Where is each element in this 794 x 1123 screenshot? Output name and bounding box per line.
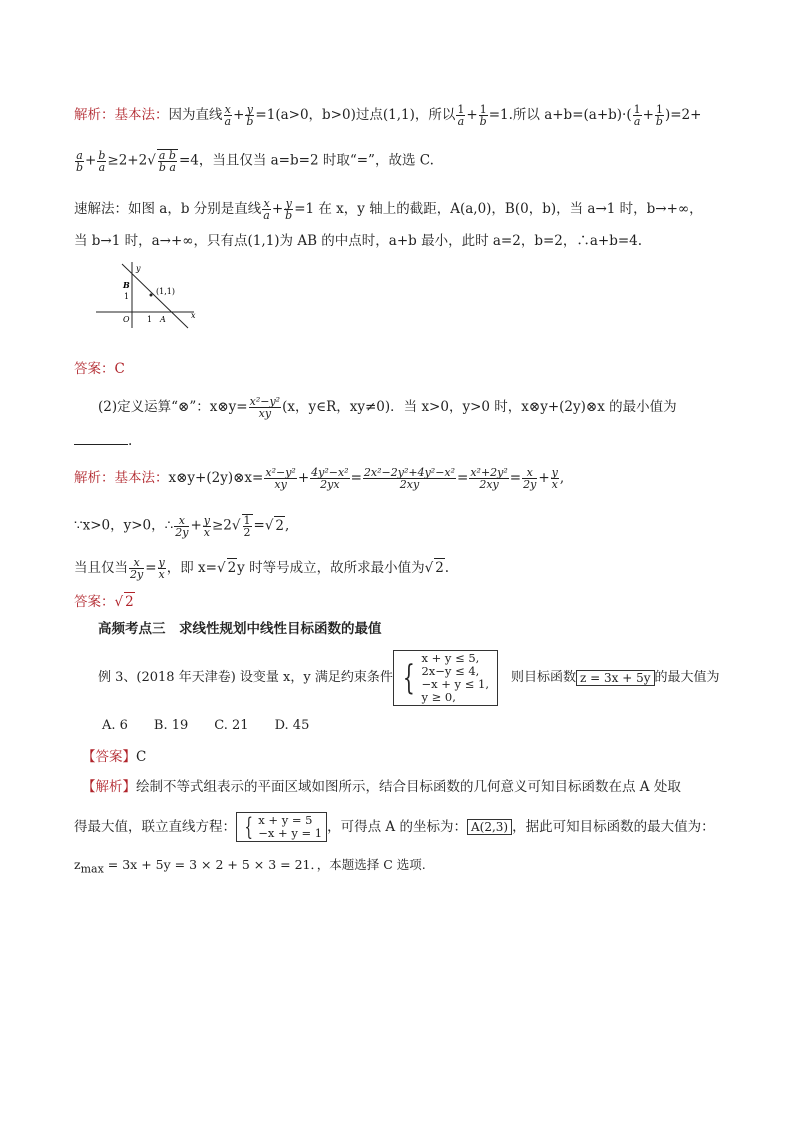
sqrt-sign: √	[147, 152, 156, 169]
fraction: $\frac{y}{x}$	[551, 466, 558, 491]
fraction: $\frac{x}{2y}$	[523, 466, 537, 491]
answer-1: 答案：C	[74, 361, 125, 377]
solution-3-line-2: 得最大值，联立直线方程： { x + y = 5 −x + y = 1 ，可得点 A 的坐标为： A(2,3) ，据此可知目标函数的最大值为：	[74, 813, 715, 841]
fraction: $\frac{x}{2y}$	[130, 556, 144, 581]
equation-system: { x + y = 5 −x + y = 1	[236, 812, 327, 842]
quick-solution-line-2: 当 b→1 时，a→+∞，只有点(1,1)为 AB 的中点时，a+b 最小，此时 a=2，b=2，∴a+b=4.	[74, 233, 643, 249]
solution-3-line-1: 【解析】绘制不等式组表示的平面区域如图所示，结合目标函数的几何意义可知目标函数在点 A 处取	[82, 779, 681, 795]
fraction: $\frac{\text{2x²−2y²+4y²−x²}}{2xy}$	[363, 466, 456, 491]
fraction: $\frac{1}{a}$	[633, 103, 641, 128]
fraction: $\frac{\text{4y²−x²}}{2yx}$	[311, 466, 349, 491]
fraction: $\frac{y}{x}$	[158, 556, 165, 581]
fraction: $\frac{x}{2y}$	[175, 513, 189, 539]
solution-1-line-1: 解析：基本法：因为直线 $\frac{x}{a}$ + $\frac{y}{b}$ =1(a>0，b>0)过点(1,1)，所以 $\frac{1}{a}$ + $\frac{1}{b}$ =1.所以 a+b=(a+b)·( $\frac{1}{a}$ + $\frac{1}{b}$ )=2+	[74, 103, 702, 128]
fraction: $\frac{1}{b}$	[655, 103, 663, 128]
origin-label: O	[123, 315, 130, 324]
point-label: (1,1)	[156, 287, 175, 296]
question-2-line-2: .	[74, 432, 132, 450]
quick-solution-line-1: 速解法：如图 a，b 分别是直线 $\frac{x}{a}$ + $\frac{y}{b}$ =1 在 x，y 轴上的截距，A(a,0)，B(0，b)，当 a→1 时，b→+∞，	[74, 197, 703, 222]
solution-2-line-1: 解析：基本法：x⊗y+(2y)⊗x= $\frac{\text{x²−y²}}{xy}$ + $\frac{\text{4y²−x²}}{2yx}$ = $\frac{\text{2x²−2y²+4y²−x²}}{2xy}$ = $\frac{\text{x²+2y²}}{2xy}$ = $\frac{x}{2y}$ + $\frac{y}{x}$ ,	[74, 466, 565, 491]
fraction: $\frac{x}{a}$	[263, 197, 270, 222]
example-3: 例 3、(2018 年天津卷) 设变量 x，y 满足约束条件 { x + y ≤ 5, 2x−y ≤ 4, −x + y ≤ 1, y ≥ 0, 则目标函数 z = 3x + 5y 的最大值为	[98, 651, 720, 704]
intercept-graph	[96, 262, 196, 330]
x-tick-1: 1	[147, 315, 153, 324]
fraction: $\frac{y}{b}$	[285, 197, 293, 222]
fraction: $\frac{x}{a}$	[224, 103, 232, 128]
fraction: $\frac{y}{x}$	[203, 513, 210, 539]
point-a-coordinates: A(2,3)	[467, 819, 512, 835]
objective-function: z = 3x + 5y	[576, 670, 655, 686]
fraction: $\frac{b}{a}$	[98, 148, 106, 174]
solution-3-line-3: $z_{max} = 3x + 5y = 3 \times 2 + 5 \times 3 = 21$．，本题选择 C 选项.	[74, 857, 426, 876]
answer-3: 【答案】C	[82, 749, 147, 765]
fraction: $\frac{1}{2}$	[243, 514, 251, 539]
fraction: $\frac{1}{b}$	[479, 103, 487, 128]
y-axis-label: y	[136, 264, 141, 273]
point-1-1	[150, 294, 153, 297]
fraction: $\frac{\text{x²−y²}}{xy}$	[249, 395, 281, 420]
x-axis-label: x	[191, 311, 196, 320]
answer-options: A. 6 B. 19 C. 21 D. 45	[102, 718, 310, 733]
answer-blank	[74, 432, 128, 445]
section-heading: 高频考点三 求线性规划中线性目标函数的最值	[98, 621, 382, 637]
question-2-line-1: (2)定义运算“⊗”：x⊗y= $\frac{\text{x²−y²}}{xy}$ (x，y∈R，xy≠0)．当 x>0，y>0 时，x⊗y+(2y)⊗x 的最小值为	[98, 395, 677, 420]
constraint-system: { x + y ≤ 5, 2x−y ≤ 4, −x + y ≤ 1, y ≥ 0,	[393, 650, 498, 706]
fraction: $\frac{\text{x²+2y²}}{2xy}$	[470, 466, 508, 491]
label-b: B	[123, 280, 130, 290]
fraction: $\frac{a}{b}$	[76, 148, 84, 174]
fraction: $\frac{\text{x²−y²}}{xy}$	[265, 466, 296, 491]
y-tick-1: 1	[124, 292, 130, 301]
answer-2: 答案：√ 2	[74, 594, 134, 610]
label-a: A	[160, 315, 166, 324]
solution-2-line-2: ∵x>0，y>0，∴ $\frac{x}{2y}$ + $\frac{y}{x}$ ≥2√ $\frac{1}{2}$ =√ 2,	[74, 513, 290, 539]
solution-2-line-3: 当且仅当 $\frac{x}{2y}$ = $\frac{y}{x}$ ，即 x=√ 2y 时等号成立，故所求最小值为√ 2.	[74, 556, 450, 581]
fraction: $\frac{y}{b}$	[246, 103, 254, 128]
fraction: $\frac{1}{a}$	[457, 103, 465, 128]
fraction: $\frac{\text{a b}}{\text{b a}}$	[158, 149, 176, 174]
solution-1-line-2: $\frac{a}{b}$ + $\frac{b}{a}$ ≥2+2√ $\frac{\text{a b}}{\text{b a}}$ =4，当且仅当 a=b=2 时取“=”，故选 C.	[76, 148, 434, 174]
